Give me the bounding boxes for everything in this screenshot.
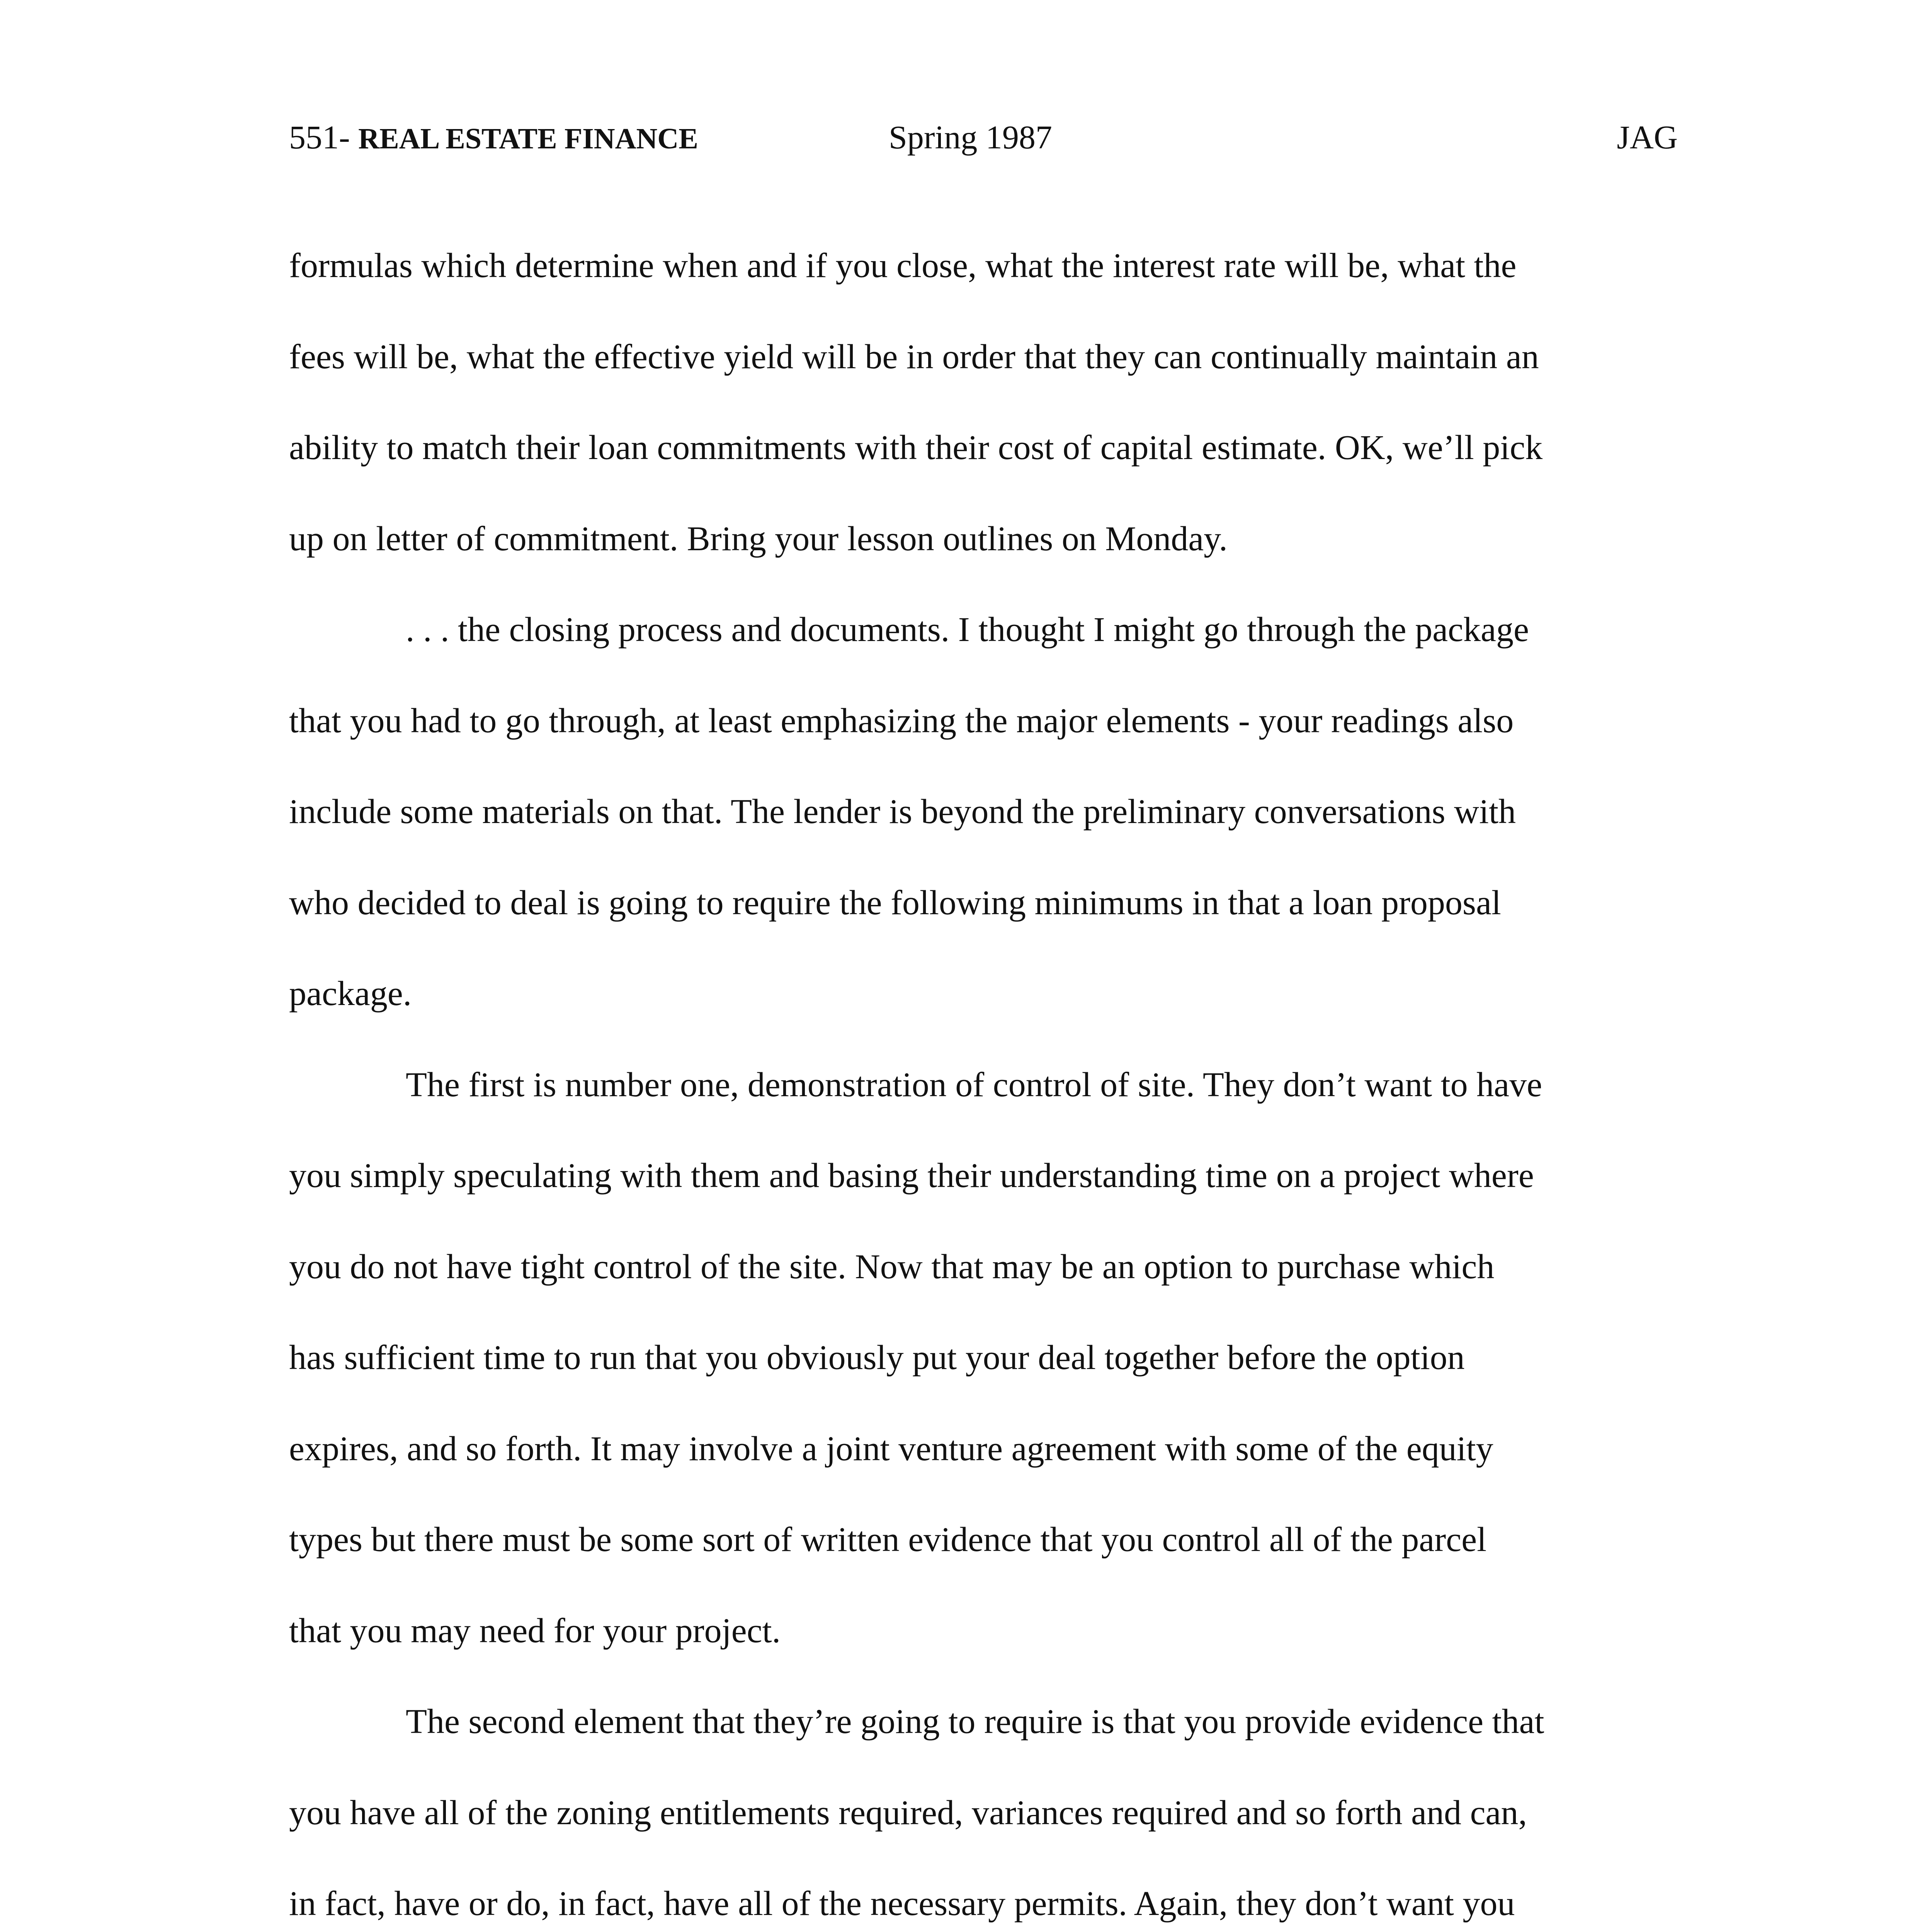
text-line: you simply speculating with them and basing their understanding time on a project where (289, 1156, 1534, 1195)
course-number: 551- (289, 119, 350, 156)
text-line: ability to match their loan commitments with their cost of capital estimate. OK, we’ll pick (289, 429, 1543, 467)
text-line: up on letter of commitment. Bring your lesson outlines on Monday. (289, 519, 1228, 558)
text-line: that you may need for your project. (289, 1611, 781, 1650)
text-line: package. (289, 975, 412, 1013)
paragraph-start-line: . . . the closing process and documents. I thought I might go through the package (406, 611, 1529, 649)
author-initials: JAG (1617, 119, 1678, 156)
text-line: include some materials on that. The lender is beyond the preliminary conversations with (289, 793, 1516, 831)
text-line: formulas which determine when and if you close, what the interest rate will be, what the (289, 247, 1517, 285)
transcript-body (289, 220, 1680, 1932)
text-line: that you had to go through, at least emphasizing the major elements - your readings also (289, 701, 1514, 740)
text-line: fees will be, what the effective yield will be in order that they can continually maintain an (289, 337, 1539, 376)
paragraph-start-line: The first is number one, demonstration of control of site. They don’t want to have (406, 1065, 1543, 1104)
text-line: expires, and so forth. It may involve a joint venture agreement with some of the equity (289, 1429, 1493, 1468)
text-line: who decided to deal is going to require the following minimums in that a loan proposal (289, 883, 1501, 922)
text-line: in fact, have or do, in fact, have all of the necessary permits. Again, they don’t want you (289, 1884, 1515, 1923)
course-label (289, 110, 698, 166)
text-line: has sufficient time to run that you obviously put your deal together before the option (289, 1338, 1465, 1377)
text-line: types but there must be some sort of written evidence that you control all of the parcel (289, 1520, 1487, 1559)
page-header (289, 110, 1678, 164)
text-line: you have all of the zoning entitlements required, variances required and so forth and can, (289, 1793, 1527, 1832)
text-line: you do not have tight control of the site. Now that may be an option to purchase which (289, 1247, 1495, 1286)
course-title: REAL ESTATE FINANCE (358, 122, 698, 155)
paragraph-start-line: The second element that they’re going to require is that you provide evidence that (406, 1702, 1544, 1741)
term-label: Spring 1987 (889, 119, 1052, 156)
